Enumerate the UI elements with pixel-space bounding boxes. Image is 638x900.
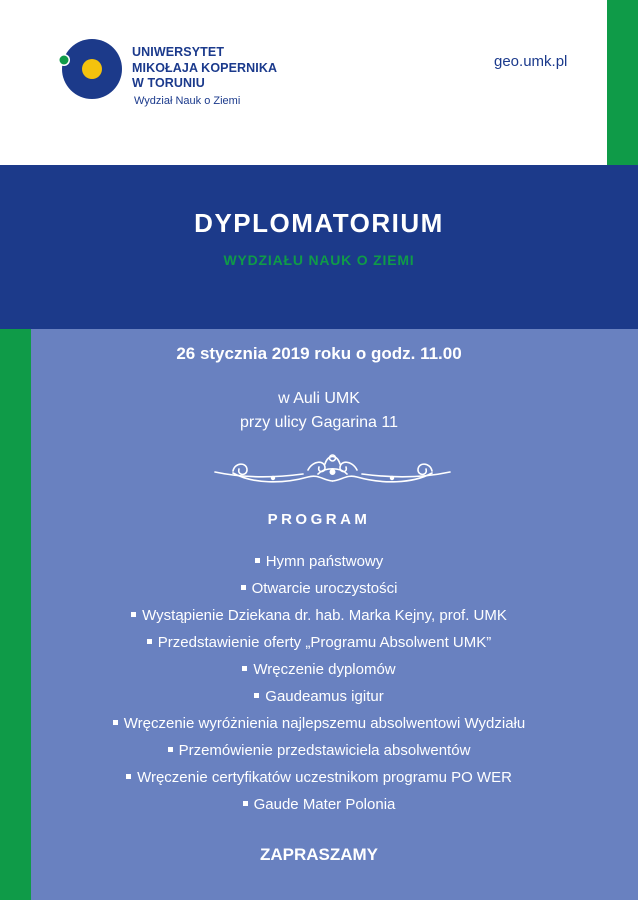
bullet-icon [254,693,259,698]
program-item [0,715,638,732]
faculty-name: Wydział Nauk o Ziemi [134,95,241,107]
program-item-text: Wręczenie dyplomów [253,661,396,678]
bullet-icon [126,774,131,779]
title-band [0,165,638,329]
program-item-text: Przedstawienie oferty „Programu Absolwent UMK” [157,634,492,651]
program-item [0,742,638,759]
program-item-text: Otwarcie uroczystości [251,580,398,597]
bullet-icon [131,612,136,617]
bullet-icon [113,720,118,725]
program-item [0,634,638,651]
bullet-icon [241,585,246,590]
bullet-icon [255,558,260,563]
university-name-line: UNIWERSYTET [132,45,225,59]
program-item-text: Hymn państwowy [265,553,384,570]
program-item-text: Wręczenie certyfikatów uczestnikom programu PO WER [137,769,512,786]
program-item [0,688,638,705]
program-item-text: Wystąpienie Dziekana dr. hab. Marka Kejny, prof. UMK [142,607,507,624]
program-item [0,796,638,813]
program-item [0,769,638,786]
event-address: przy ulicy Gagarina 11 [240,414,398,431]
bullet-icon [242,666,247,671]
page-subtitle: WYDZIAŁU NAUK O ZIEMI [223,252,415,268]
page-title: DYPLOMATORIUM [194,208,444,238]
program-item-text: Przemówienie przedstawiciela absolwentów [178,742,471,759]
bullet-icon [243,801,248,806]
bullet-icon [147,639,152,644]
bullet-icon [168,747,173,752]
program-heading: PROGRAM [267,511,371,528]
program-item-text: Wręczenie wyróżnienia najlepszemu absolwentowi Wydziału [123,715,526,732]
program-item-text: Gaudeamus igitur [265,688,384,705]
university-logo-icon [56,38,122,100]
closing-invitation: ZAPRASZAMY [259,845,379,864]
green-accent-strip-top [607,0,638,165]
program-item [0,580,638,597]
event-venue: w Auli UMK [278,390,360,407]
university-name [132,45,277,92]
program-item [0,553,638,570]
program-item-text: Gaude Mater Polonia [253,796,396,813]
program-item [0,661,638,678]
event-date: 26 stycznia 2019 roku o godz. 11.00 [176,344,462,363]
university-name-line: MIKOŁAJA KOPERNIKA [132,60,278,75]
program-item [0,607,638,624]
university-name-line: W TORUNIU [132,76,205,90]
website-link[interactable]: geo.umk.pl [494,53,568,70]
decorative-flourish-icon [213,450,452,492]
